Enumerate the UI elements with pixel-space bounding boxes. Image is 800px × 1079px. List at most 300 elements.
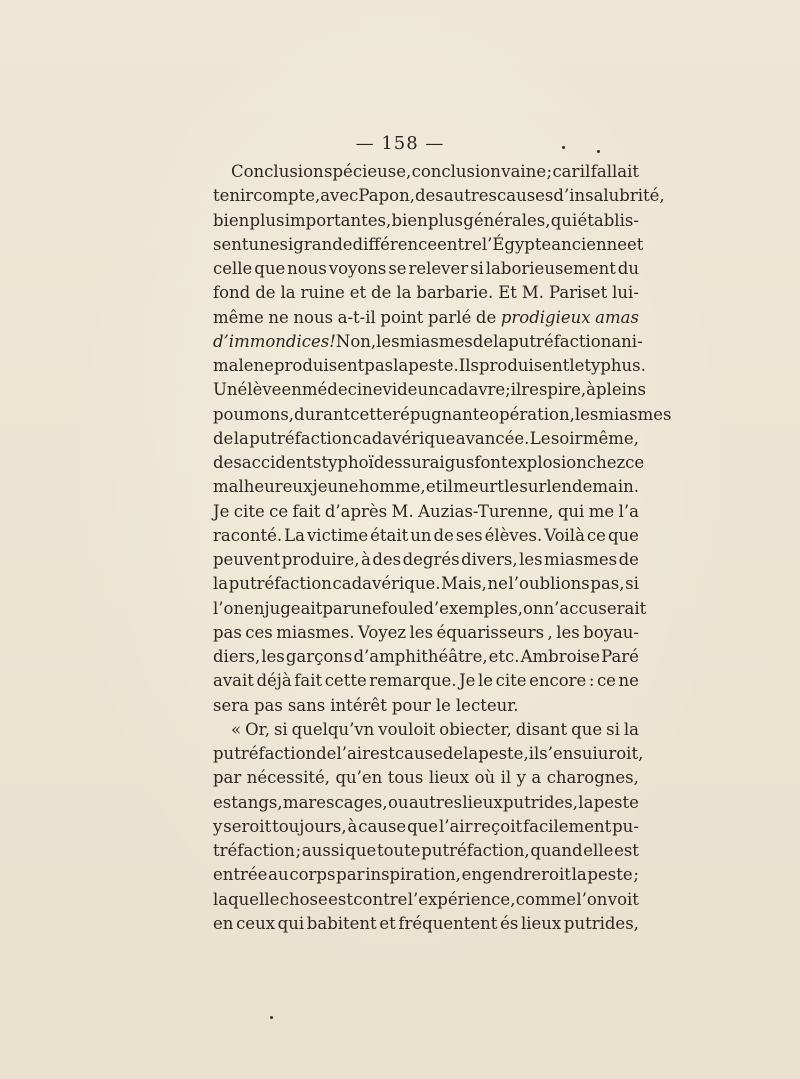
word: cause xyxy=(394,744,443,763)
word: relever xyxy=(408,259,469,278)
word: putréfaction xyxy=(508,331,612,351)
word: nous xyxy=(293,307,334,327)
word: sent xyxy=(213,234,249,254)
word: bien xyxy=(213,210,250,230)
word: Conclusion xyxy=(231,162,324,181)
word: d’après xyxy=(324,501,388,521)
word: ceux xyxy=(236,913,276,933)
word: et xyxy=(349,283,367,303)
word: la xyxy=(578,792,594,812)
word: Auzias-Turenne, xyxy=(418,501,554,521)
word: poumons, xyxy=(213,404,295,424)
word: la xyxy=(396,283,412,303)
text-line xyxy=(213,257,639,281)
word: que xyxy=(407,816,439,836)
word: Mais, xyxy=(441,574,487,594)
word: à xyxy=(586,380,596,400)
word: laquelle xyxy=(213,889,280,909)
word: lieux xyxy=(428,768,470,788)
word: causes xyxy=(496,186,554,206)
word: était xyxy=(370,525,409,545)
word: est xyxy=(369,744,395,763)
text-line xyxy=(213,403,672,427)
word: etc. xyxy=(488,647,520,666)
word: si xyxy=(279,234,294,254)
word: générales, xyxy=(463,210,551,230)
text-line xyxy=(213,694,639,718)
word: grande xyxy=(293,234,353,254)
word: les xyxy=(261,647,285,666)
word: engendreroit xyxy=(461,865,571,885)
word: que xyxy=(345,841,377,860)
text-line xyxy=(213,791,639,815)
word: « xyxy=(231,719,242,739)
word: explosion xyxy=(507,453,587,472)
word: compte, xyxy=(253,186,321,206)
word: de xyxy=(213,428,234,448)
word: avec xyxy=(320,186,359,206)
word: l’on xyxy=(576,889,608,909)
text-line xyxy=(213,572,639,596)
word: autres xyxy=(408,792,463,812)
word: l’on xyxy=(213,598,245,618)
text-line xyxy=(213,475,639,499)
ink-speck xyxy=(562,146,565,149)
word: diers, xyxy=(213,647,261,666)
text-line xyxy=(213,354,646,378)
word: est xyxy=(328,889,353,909)
word: miasmes xyxy=(399,331,473,351)
word: disant xyxy=(515,719,568,739)
word: malheureux xyxy=(213,477,313,497)
word: fond xyxy=(213,283,251,303)
word: lecteur. xyxy=(455,695,519,715)
word: boyau- xyxy=(583,622,639,642)
word: encore xyxy=(529,671,587,691)
word: différence xyxy=(352,234,438,254)
word: ani- xyxy=(611,331,643,351)
word: on xyxy=(522,598,544,618)
word: Ambroise xyxy=(520,647,601,666)
word: produisent xyxy=(478,356,570,375)
word: accidents xyxy=(241,453,322,472)
word: ; xyxy=(633,865,639,885)
word: La xyxy=(284,525,305,545)
word: Paré xyxy=(601,647,639,666)
word: entre xyxy=(437,234,482,254)
word: lieux xyxy=(520,913,562,933)
word: en xyxy=(213,913,234,933)
word: peste xyxy=(587,865,633,885)
word: surlendemain. xyxy=(519,477,639,497)
word: plus xyxy=(249,210,285,230)
text-line xyxy=(213,427,639,451)
word: que xyxy=(607,525,639,545)
text-line xyxy=(213,160,639,184)
text-line xyxy=(213,863,639,887)
word: Non, xyxy=(335,331,377,351)
word: avait xyxy=(213,671,254,691)
word: un xyxy=(410,525,432,545)
word: l’oublions xyxy=(508,574,590,594)
word: : xyxy=(588,671,595,691)
text-line xyxy=(213,378,646,402)
word: même xyxy=(213,307,264,327)
word: respire, xyxy=(521,380,587,400)
text-line xyxy=(213,718,639,742)
word: babitent xyxy=(306,913,377,933)
word: répugnante xyxy=(392,404,490,424)
word: qui xyxy=(277,913,305,933)
word: putréfaction xyxy=(213,744,317,763)
word: lui- xyxy=(612,283,639,303)
word: ce xyxy=(625,453,645,472)
word: a xyxy=(531,768,542,788)
word: de xyxy=(433,525,454,545)
word: y xyxy=(516,768,526,788)
word: par xyxy=(336,865,365,885)
word: spécieuse, xyxy=(324,162,412,181)
word: voit xyxy=(607,889,639,909)
word: Ils xyxy=(458,356,479,375)
italic-word: ! xyxy=(329,331,336,351)
word: la xyxy=(463,744,479,763)
word: ancienne xyxy=(551,234,628,254)
word: laborieusement xyxy=(485,259,616,278)
word: putréfaction, xyxy=(421,841,530,860)
word: l’air xyxy=(438,816,473,836)
word: ce xyxy=(269,501,289,521)
word: pas xyxy=(213,622,242,642)
word: la xyxy=(393,356,409,375)
word: même, xyxy=(582,428,639,448)
word: ne xyxy=(487,574,508,594)
word: Un xyxy=(213,380,238,400)
word: d’insalubrité, xyxy=(553,186,665,206)
word: sera xyxy=(213,695,249,715)
text-line xyxy=(213,766,639,790)
word: la xyxy=(213,574,229,594)
word: qu’en xyxy=(335,768,383,788)
word: chez xyxy=(586,453,626,472)
word: les xyxy=(574,404,599,424)
word: la xyxy=(571,865,587,885)
word: produisent xyxy=(273,356,365,375)
word: fallait xyxy=(590,162,639,181)
word: de xyxy=(472,331,494,351)
word: est xyxy=(614,841,639,860)
text-line xyxy=(213,281,639,305)
word: importantes, xyxy=(284,210,392,230)
text-line xyxy=(213,306,639,330)
word: de xyxy=(371,283,392,303)
ink-speck xyxy=(270,1016,273,1019)
ink-speck xyxy=(597,150,600,153)
word: de xyxy=(316,744,337,763)
text-line xyxy=(213,912,639,936)
word: pour xyxy=(391,695,431,715)
italic-word: d’immondices xyxy=(213,331,330,351)
word: équarisseurs xyxy=(436,622,545,642)
word: s’ensuiuroit, xyxy=(539,744,644,763)
word: des xyxy=(213,453,242,472)
word: sans xyxy=(287,695,326,715)
word: M. xyxy=(521,283,545,303)
word: les xyxy=(409,622,434,642)
word: corps xyxy=(289,865,336,885)
text-line xyxy=(213,184,665,208)
word: elle xyxy=(583,841,614,860)
word: déjà xyxy=(256,671,292,691)
word: homme, xyxy=(358,477,426,497)
word: pleins xyxy=(596,380,646,400)
word: de xyxy=(255,283,276,303)
word: Je xyxy=(459,671,476,691)
word: fait xyxy=(292,501,321,521)
word: la xyxy=(493,331,509,351)
word: de xyxy=(475,307,497,327)
text-line xyxy=(213,451,645,475)
text-line xyxy=(213,548,639,572)
word: quand xyxy=(530,841,583,860)
word: Voilà xyxy=(544,525,585,545)
word: miasmes. xyxy=(276,622,355,642)
word: typhus. xyxy=(584,356,646,375)
word: opération, xyxy=(489,404,575,424)
word: élèves. xyxy=(484,525,543,545)
word: les xyxy=(519,550,543,569)
word: celle xyxy=(213,259,253,278)
word: intérêt xyxy=(330,695,387,715)
word: il xyxy=(442,477,454,497)
word: quelqu’vn xyxy=(291,719,375,739)
text-line xyxy=(213,233,644,257)
word: cadavre xyxy=(438,380,506,400)
word: tenir xyxy=(213,186,254,206)
text-line xyxy=(213,597,647,621)
word: le xyxy=(569,356,585,375)
word: M. xyxy=(391,501,414,521)
word: plus xyxy=(428,210,463,230)
word: des xyxy=(414,186,444,206)
word: ces xyxy=(245,622,273,642)
word: cite xyxy=(233,501,265,521)
word: à xyxy=(347,816,358,836)
text-line xyxy=(213,500,639,524)
word: à xyxy=(361,550,371,569)
word: du xyxy=(617,259,639,278)
word: durant xyxy=(294,404,351,424)
word: inspiration, xyxy=(365,865,461,885)
word: nécessité, xyxy=(246,768,330,788)
word: obiecter, xyxy=(439,719,512,739)
word: il xyxy=(579,162,591,181)
word: nous xyxy=(287,259,327,278)
word: en xyxy=(244,598,265,618)
word: le xyxy=(435,695,451,715)
word: ruine xyxy=(300,283,345,303)
word: seroit xyxy=(223,816,272,836)
word: , xyxy=(547,622,553,642)
word: un xyxy=(417,380,439,400)
word: il xyxy=(510,380,522,400)
word: suraigus xyxy=(402,453,475,472)
word: tous xyxy=(387,768,424,788)
word: miasmes xyxy=(544,550,618,569)
word: fait xyxy=(294,671,323,691)
word: me xyxy=(588,501,615,521)
word: putréfaction xyxy=(249,428,353,448)
word: les xyxy=(376,331,400,351)
word: foule xyxy=(381,598,424,618)
word: l’a xyxy=(618,501,639,521)
word: garçons xyxy=(285,647,353,666)
word: cause xyxy=(358,816,407,836)
word: peste, xyxy=(478,744,529,763)
word: que xyxy=(254,259,286,278)
word: toujours, xyxy=(272,816,347,836)
word: toute xyxy=(376,841,421,860)
word: une xyxy=(248,234,280,254)
word: estangs, xyxy=(213,792,283,812)
word: ne xyxy=(268,307,289,327)
word: a-t-il xyxy=(337,307,376,327)
word: facilement xyxy=(523,816,612,836)
word: pu- xyxy=(612,816,639,836)
word: et xyxy=(627,234,644,254)
italic-word: prodigieux xyxy=(500,307,591,327)
word: de xyxy=(442,744,464,763)
word: putrides, xyxy=(502,792,578,812)
word: Papon, xyxy=(358,186,415,206)
word: qui xyxy=(557,501,585,521)
word: l’air xyxy=(336,744,370,763)
word: les xyxy=(556,622,580,642)
word: si xyxy=(470,259,484,278)
word: Or, xyxy=(245,719,270,739)
word: ne xyxy=(253,356,274,375)
word: se xyxy=(388,259,407,278)
word: contre xyxy=(353,889,408,909)
word: Pariset xyxy=(548,283,608,303)
word: typhoïdes xyxy=(321,453,403,472)
word: médecine xyxy=(301,380,383,400)
word: Et xyxy=(498,283,517,303)
word: bien xyxy=(391,210,428,230)
text-line xyxy=(213,524,639,548)
word: ; xyxy=(295,841,302,860)
word: ses xyxy=(455,525,483,545)
word: peste. xyxy=(408,356,459,375)
word: point xyxy=(380,307,424,327)
word: Le xyxy=(529,428,551,448)
word: le xyxy=(478,671,494,691)
word: établis- xyxy=(577,210,639,230)
italic-word: amas xyxy=(595,307,639,327)
word: vaine xyxy=(501,162,547,181)
word: d’amphithéâtre, xyxy=(353,647,488,666)
word: victime xyxy=(306,525,369,545)
word: ; xyxy=(546,162,553,181)
word: putréfaction xyxy=(228,574,332,594)
word: ne xyxy=(618,671,639,691)
word: d’exemples, xyxy=(423,598,523,618)
word: cadavérique xyxy=(352,428,456,448)
text-line xyxy=(213,621,639,645)
text-line xyxy=(213,815,639,839)
word: autres xyxy=(443,186,497,206)
word: cette xyxy=(324,671,367,691)
word: la xyxy=(623,719,639,739)
word: en xyxy=(281,380,302,400)
word: voyons xyxy=(328,259,387,278)
word: meurt xyxy=(453,477,504,497)
word: qui xyxy=(550,210,578,230)
word: produire, xyxy=(281,550,360,569)
word: entrée xyxy=(213,865,268,885)
word: comme xyxy=(515,889,577,909)
word: peuvent xyxy=(213,550,281,569)
word: ; xyxy=(505,380,511,400)
word: cite xyxy=(495,671,527,691)
word: si xyxy=(606,719,620,739)
word: par xyxy=(213,768,242,788)
word: Voyez xyxy=(357,622,407,642)
word: marescages, xyxy=(282,792,388,812)
word: jeune xyxy=(312,477,359,497)
text-line xyxy=(213,330,643,354)
body-text xyxy=(213,160,672,936)
word: ce xyxy=(586,525,606,545)
word: raconté. xyxy=(213,525,283,545)
word: l’Égypte xyxy=(481,234,552,254)
word: vide xyxy=(382,380,418,400)
word: font xyxy=(474,453,508,472)
word: avancée. xyxy=(455,428,530,448)
word: peste xyxy=(593,792,639,812)
word: y xyxy=(213,816,223,836)
word: divers, xyxy=(461,550,518,569)
word: où xyxy=(474,768,496,788)
word: cadavérique. xyxy=(332,574,441,594)
word: car xyxy=(552,162,580,181)
word: et xyxy=(425,477,443,497)
word: chose xyxy=(279,889,328,909)
word: aussi xyxy=(301,841,345,860)
text-line xyxy=(213,645,639,669)
word: miasmes xyxy=(598,404,672,424)
word: reçoit xyxy=(473,816,523,836)
word: par xyxy=(322,598,351,618)
word: si xyxy=(273,719,288,739)
word: la xyxy=(233,428,249,448)
text-line xyxy=(213,669,639,693)
word: vouloit xyxy=(378,719,436,739)
word: n’accuserait xyxy=(543,598,647,618)
word: pas xyxy=(364,356,394,375)
word: de xyxy=(618,550,639,569)
word: si xyxy=(625,574,639,594)
word: Je xyxy=(213,501,230,521)
word: ce xyxy=(596,671,616,691)
word: tréfaction xyxy=(213,841,295,860)
word: parlé xyxy=(428,307,472,327)
word: putrides, xyxy=(563,913,639,933)
word: élève xyxy=(237,380,282,400)
word: ou xyxy=(387,792,409,812)
word: charognes, xyxy=(546,768,639,788)
word: et xyxy=(379,913,396,933)
